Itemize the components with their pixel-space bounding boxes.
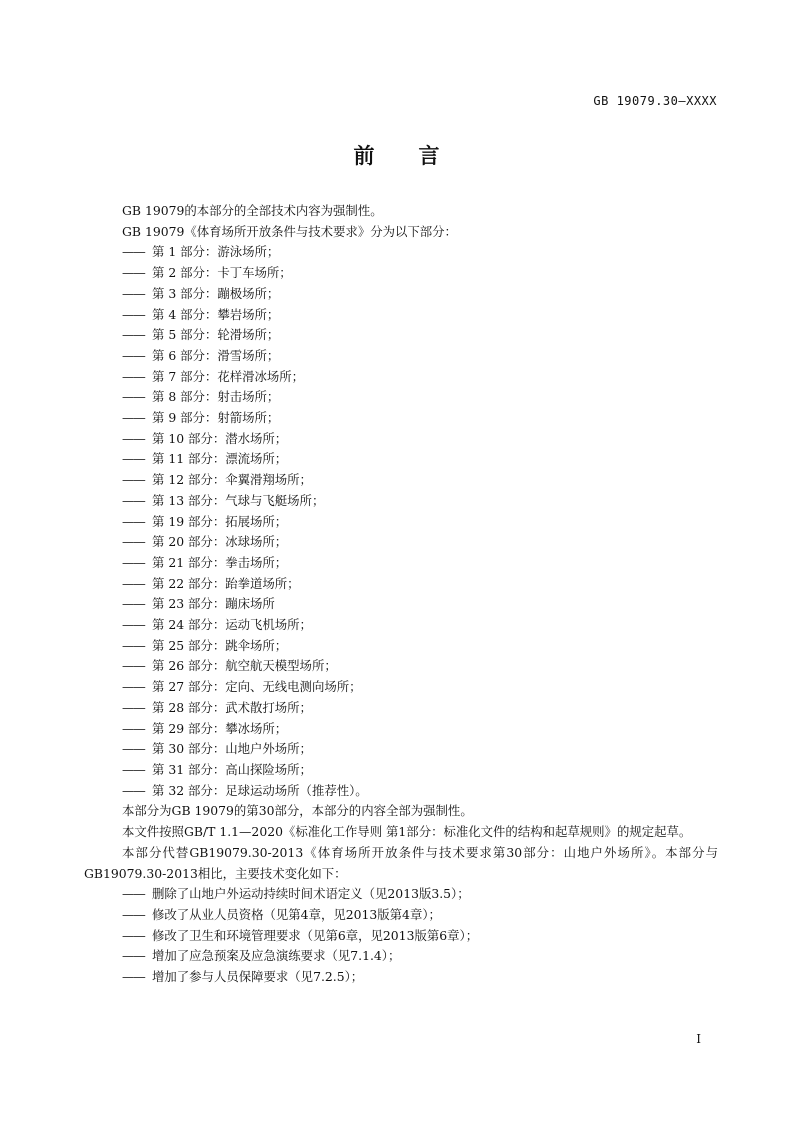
list-dash: ——	[122, 782, 145, 798]
part-item-text: 第 5 部分：轮滑场所；	[152, 327, 280, 343]
part-item-text: 第 4 部分：攀岩场所；	[152, 306, 280, 322]
change-item-text: 修改了卫生和环境管理要求（见第6章，见2013版第6章）；	[152, 927, 479, 943]
page-number: I	[696, 1032, 701, 1046]
list-dash: ——	[122, 554, 145, 570]
part-item	[122, 325, 718, 346]
list-dash: ——	[122, 969, 145, 985]
list-dash: ——	[122, 637, 145, 653]
part-item-text: 第 9 部分：射箭场所；	[152, 410, 280, 426]
replacement-paragraph: 本部分代替GB19079.30-2013《体育场所开放条件与技术要求第30部分：山地户外场所》。本部分与GB19079.30-2013相比，主要技术变化如下：	[84, 844, 718, 881]
list-dash: ——	[122, 761, 145, 777]
list-dash: ——	[122, 699, 145, 715]
part-item-text: 第 11 部分：漂流场所；	[152, 451, 288, 467]
change-item	[122, 905, 718, 926]
list-dash: ——	[122, 575, 145, 591]
list-dash: ——	[122, 658, 145, 674]
part-item-text: 第 20 部分：冰球场所；	[152, 534, 288, 550]
part-item-text: 第 30 部分：山地户外场所；	[152, 741, 312, 757]
part-item-text: 第 12 部分：伞翼滑翔场所；	[152, 472, 312, 488]
list-dash: ——	[122, 617, 145, 633]
part-item-text: 第 8 部分：射击场所；	[152, 389, 280, 405]
list-dash: ——	[122, 327, 145, 343]
drafting-rule-paragraph: 本文件按照GB/T 1.1—2020《标准化工作导则 第1部分：标准化文件的结构和起草规则》的规定起草。	[122, 824, 692, 840]
part-item	[122, 242, 718, 263]
change-item-text: 修改了从业人员资格（见第4章，见2013版第4章）；	[152, 906, 441, 922]
part-item-text: 第 27 部分：定向、无线电测向场所；	[152, 679, 362, 695]
part-item	[122, 574, 718, 595]
part-item-text: 第 3 部分：蹦极场所；	[152, 285, 280, 301]
intro-paragraph-2: GB 19079《体育场所开放条件与技术要求》分为以下部分：	[122, 223, 457, 239]
list-dash: ——	[122, 472, 145, 488]
part-item-text: 第 10 部分：潜水场所；	[152, 430, 288, 446]
part-item-text: 第 2 部分：卡丁车场所；	[152, 265, 292, 281]
part-item	[122, 491, 718, 512]
list-dash: ——	[122, 720, 145, 736]
list-dash: ——	[122, 285, 145, 301]
part-item	[122, 449, 718, 470]
part-item	[122, 656, 718, 677]
list-dash: ——	[122, 492, 145, 508]
list-dash: ——	[122, 410, 145, 426]
list-dash: ——	[122, 886, 145, 902]
part-item-text: 第 7 部分：花样滑冰场所；	[152, 368, 305, 384]
list-dash: ——	[122, 927, 145, 943]
part-item-text: 第 24 部分：运动飞机场所；	[152, 617, 312, 633]
list-dash: ——	[122, 389, 145, 405]
part-item-text: 第 21 部分：拳击场所；	[152, 554, 288, 570]
part-item-text: 第 22 部分：跆拳道场所；	[152, 575, 300, 591]
parts-list	[84, 242, 718, 801]
list-dash: ——	[122, 513, 145, 529]
change-item-text: 增加了应急预案及应急演练要求（见7.1.4）；	[152, 948, 401, 964]
page-title	[0, 140, 793, 170]
changes-list	[84, 884, 718, 988]
part-item	[122, 781, 718, 802]
part-item	[122, 636, 718, 657]
change-item-text: 增加了参与人员保障要求（见7.2.5）；	[152, 969, 364, 985]
part-item-text: 第 32 部分：足球运动场所（推荐性）。	[152, 782, 368, 798]
list-dash: ——	[122, 265, 145, 281]
document-body	[84, 201, 718, 988]
page-title-text: 前言	[353, 144, 484, 168]
part-item-text: 第 26 部分：航空航天模型场所；	[152, 658, 337, 674]
part-item-text: 第 28 部分：武术散打场所；	[152, 699, 312, 715]
part-item-text: 第 31 部分：高山探险场所；	[152, 761, 312, 777]
list-dash: ——	[122, 906, 145, 922]
part-item-text: 第 19 部分：拓展场所；	[152, 513, 288, 529]
list-dash: ——	[122, 741, 145, 757]
part-item	[122, 594, 718, 615]
list-dash: ——	[122, 451, 145, 467]
part-item	[122, 263, 718, 284]
change-item	[122, 967, 718, 988]
part-item-text: 第 29 部分：攀冰场所；	[152, 720, 288, 736]
part-item	[122, 553, 718, 574]
list-dash: ——	[122, 430, 145, 446]
part-item-text: 第 13 部分：气球与飞艇场所；	[152, 492, 325, 508]
intro-paragraph-1: GB 19079的本部分的全部技术内容为强制性。	[122, 203, 383, 218]
list-dash: ——	[122, 368, 145, 384]
change-item	[122, 926, 718, 947]
list-dash: ——	[122, 948, 145, 964]
part-item	[122, 346, 718, 367]
part-item	[122, 429, 718, 450]
part-item	[122, 470, 718, 491]
part-item	[122, 615, 718, 636]
part-item	[122, 698, 718, 719]
list-dash: ——	[122, 534, 145, 550]
part-item	[122, 512, 718, 533]
part-item	[122, 760, 718, 781]
part-item-text: 第 1 部分：游泳场所；	[152, 244, 280, 260]
change-item	[122, 884, 718, 905]
scope-paragraph: 本部分为GB 19079的第30部分，本部分的内容全部为强制性。	[122, 803, 473, 819]
list-dash: ——	[122, 244, 145, 260]
list-dash: ——	[122, 306, 145, 322]
part-item	[122, 367, 718, 388]
part-item	[122, 677, 718, 698]
change-item-text: 删除了山地户外运动持续时间术语定义（见2013版3.5）；	[152, 886, 470, 902]
part-item-text: 第 25 部分：跳伞场所；	[152, 637, 288, 653]
part-item	[122, 387, 718, 408]
part-item-text: 第 6 部分：滑雪场所；	[152, 347, 280, 363]
list-dash: ——	[122, 679, 145, 695]
part-item	[122, 408, 718, 429]
part-item	[122, 284, 718, 305]
list-dash: ——	[122, 347, 145, 363]
part-item-text: 第 23 部分：蹦床场所	[152, 596, 275, 612]
part-item	[122, 305, 718, 326]
list-dash: ——	[122, 596, 145, 612]
document-code: GB 19079.30—XXXX	[593, 94, 717, 108]
part-item	[122, 739, 718, 760]
part-item	[122, 719, 718, 740]
part-item	[122, 532, 718, 553]
change-item	[122, 946, 718, 967]
